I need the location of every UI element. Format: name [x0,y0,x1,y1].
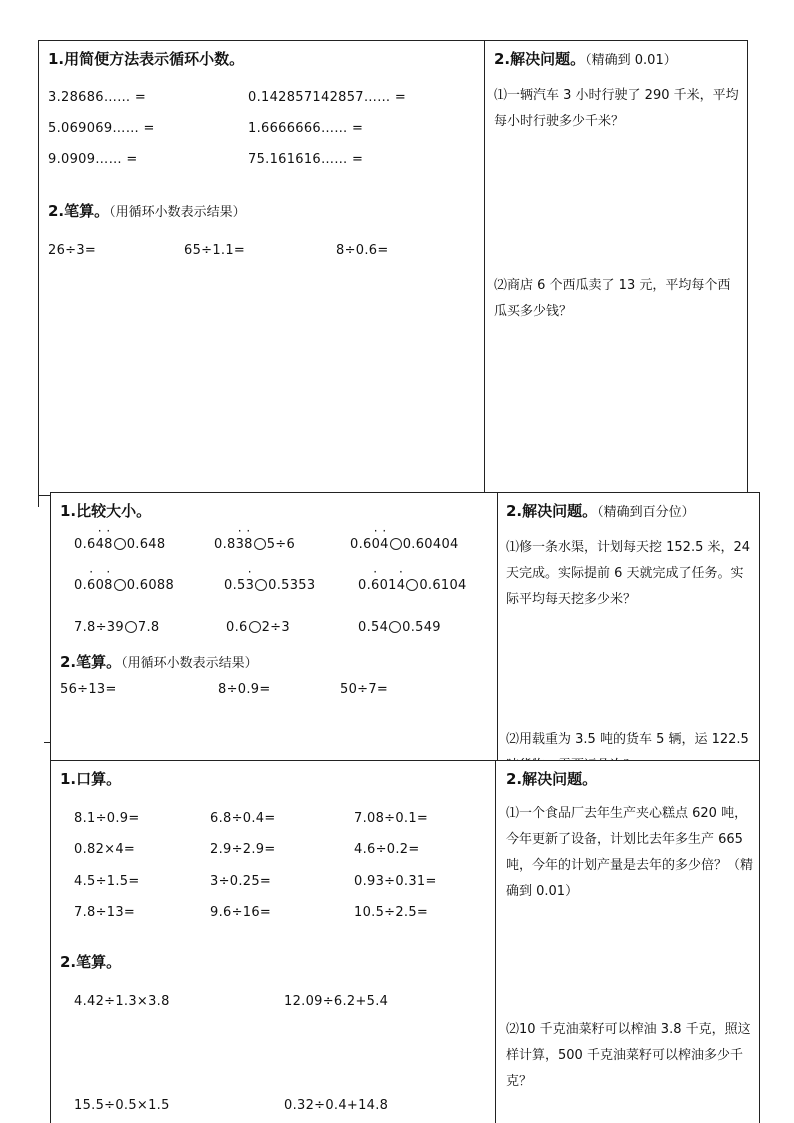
s2-calc-1: 56÷13= [60,682,117,697]
section-2-divider [497,492,498,764]
compare-circle[interactable] [114,579,126,591]
s2-compare-1-repeat-end: · 8 [104,537,113,552]
s2-compare-3 [350,537,459,552]
s2-question-1: ⑴修一条水渠，计划每天挖 152.5 米，24 天完成。实际提前 6 天就完成了任务。实际平均每天挖多少米？ [506,540,751,607]
section-1-left-tail [38,495,39,507]
s2-compare-2-right: 5÷6 [266,537,296,552]
s2-compare-5-repeat: · 3 [246,578,255,593]
s1-heading-1: 1.用简便方法表示循环小数。 [48,50,245,68]
s3-oral-3: 7.08÷0.1= [354,811,429,826]
s2-compare-1-right: 0.648 [126,537,166,552]
s3-oral-4: 0.82×4= [74,842,136,857]
s3-oral-9: 0.93÷0.31= [354,874,437,889]
s3-oral-5: 2.9÷2.9= [210,842,276,857]
compare-circle[interactable] [254,538,266,550]
s2-compare-3-left: 0.6 [350,537,372,552]
s2-compare-4-middle: 0 [95,578,105,593]
s2-compare-2-left: 0.8 [214,537,236,552]
s3-oral-7: 4.5÷1.5= [74,874,140,889]
s2-compare-5 [224,578,315,593]
s3-calc-3: 15.5÷0.5×1.5 [74,1098,170,1113]
s2-compare-4 [74,578,174,593]
s1-item-2: 0.142857142857…… = [248,90,407,105]
compare-circle[interactable] [389,621,401,633]
s2-calc-3: 50÷7= [340,682,389,697]
s3-oral-2: 6.8÷0.4= [210,811,276,826]
s1-item-6: 75.161616…… = [248,152,364,167]
s2-compare-7-left: 7.8÷39 [74,620,124,635]
s2-compare-2-repeat-end: · 8 [244,537,253,552]
s3-heading-2: 2.笔算。 [60,953,122,971]
s2-compare-9 [358,620,441,635]
s2-compare-6-right: 0.6104 [419,578,467,593]
s3-calc-4: 0.32÷0.4+14.8 [284,1098,389,1113]
section-3-divider [495,760,496,1123]
s1-heading-2 [48,200,246,221]
s2-compare-3-repeat-start: · 0 [372,537,381,552]
s2-compare-1-repeat-start: · 4 [96,537,105,552]
compare-circle[interactable] [255,579,267,591]
s3-oral-10: 7.8÷13= [74,905,136,920]
s2-compare-7 [74,620,160,635]
s2-heading-1: 1.比较大小。 [60,502,152,520]
s1-item-1: 3.28686…… = [48,90,147,105]
s3-calc-2: 12.09÷6.2+5.4 [284,994,389,1009]
compare-circle[interactable] [114,538,126,550]
s1-calc-1: 26÷3= [48,243,97,258]
s3-oral-1: 8.1÷0.9= [74,811,140,826]
s3-oral-6: 4.6÷0.2= [354,842,420,857]
s1-item-5: 9.0909…… = [48,152,138,167]
s1-question-1: ⑴一辆汽车 3 小时行驶了 290 千米，平均每小时行驶多少千米？ [494,88,739,129]
s1-item-4: 1.6666666…… = [248,121,364,136]
s2-right-heading-note: （精确到百分位） [597,505,695,520]
s2-compare-4-repeat-start: · 6 [87,578,96,593]
s1-heading-2-text: 2.笔算。 [48,202,110,220]
compare-circle[interactable] [249,621,261,633]
s2-compare-1 [74,537,165,552]
s1-calc-2: 65÷1.1= [184,243,246,258]
s2-compare-5-left: 0.5 [224,578,246,593]
s2-compare-3-repeat-end: · 4 [380,537,389,552]
s2-compare-9-right: 0.549 [402,620,441,635]
s2-compare-6 [358,578,467,593]
s1-right-heading-text: 2.解决问题。 [494,50,586,68]
s2-question-2: ⑵用载重为 3.5 吨的货车 5 辆，运 122.5 [506,732,749,747]
s1-heading-2-note: （用循环小数表示结果） [109,205,246,220]
s3-oral-11: 9.6÷16= [210,905,272,920]
s2-compare-6-middle: 01 [379,578,397,593]
compare-circle[interactable] [390,538,402,550]
s2-compare-3-right: 0.60404 [402,537,459,552]
s2-heading-2 [60,651,258,672]
s2-heading-2-text: 2.笔算。 [60,653,122,671]
s3-calc-1: 4.42÷1.3×3.8 [74,994,170,1009]
s2-compare-6-repeat-start: · 6 [371,578,380,593]
compare-circle[interactable] [406,579,418,591]
s1-calc-3: 8÷0.6= [336,243,389,258]
s2-compare-2 [214,537,295,552]
s3-oral-8: 3÷0.25= [210,874,272,889]
s2-compare-8-right: 2÷3 [261,620,290,635]
s2-right-heading [506,500,695,521]
s2-compare-2-repeat-start: · 3 [236,537,245,552]
s1-right-heading-note: （精确到 0.01） [585,53,677,68]
s2-compare-4-repeat-end: · 8 [104,578,113,593]
s2-heading-2-note: （用循环小数表示结果） [121,656,258,671]
s2-compare-1-left: 0.6 [74,537,96,552]
section-2-left-tick [44,742,50,743]
s1-item-3: 5.069069…… = [48,121,155,136]
s2-compare-4-left: 0. [74,578,88,593]
s2-compare-4-right: 0.6088 [126,578,175,593]
s3-question-2: ⑵10 千克油菜籽可以榨油 3.8 千克，照这样计算，500 千克油菜籽可以榨油多少千克？ [506,1022,751,1089]
s3-heading-1: 1.口算。 [60,770,122,788]
s2-calc-2: 8÷0.9= [218,682,271,697]
s2-compare-9-left: 0.54 [358,620,389,635]
s1-right-heading [494,48,677,69]
s3-question-1: ⑴一个食品厂去年生产夹心糕点 620 吨，今年更新了设备，计划比去年多生产 665 吨，今年的计划产量是去年的多少倍？（精确到 0.01） [506,806,754,899]
s2-compare-6-repeat-end: · 4 [397,578,406,593]
section-1-divider [484,40,485,496]
s3-right-heading: 2.解决问题。 [506,770,598,788]
s2-compare-6-left: 0. [358,578,372,593]
s2-compare-7-right: 7.8 [137,620,160,635]
s2-compare-8 [226,620,290,635]
s3-oral-12: 10.5÷2.5= [354,905,429,920]
s2-right-heading-text: 2.解决问题。 [506,502,598,520]
s2-compare-8-left: 0.6 [226,620,248,635]
s2-compare-5-right: 0.5353 [268,578,316,593]
compare-circle[interactable] [125,621,137,633]
s1-question-2: ⑵商店 6 个西瓜卖了 13 元，平均每个西瓜买多少钱？ [494,278,731,319]
